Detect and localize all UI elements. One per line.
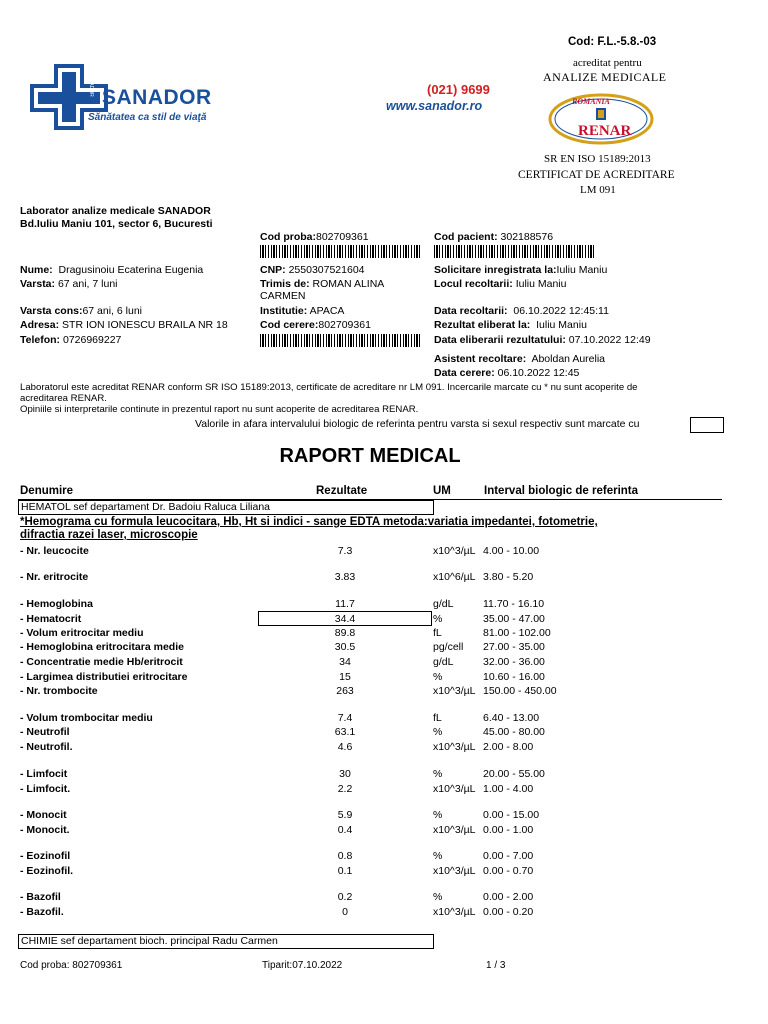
- dept-hematol: HEMATOL sef departament Dr. Badoiu Raluca Liliana: [18, 500, 434, 515]
- test-name: - Hematocrit: [20, 613, 82, 625]
- iso-standard: SR EN ISO 15189:2013: [544, 153, 651, 165]
- logo-name: SANADOR: [102, 86, 212, 109]
- institutie-value: APACA: [309, 305, 345, 317]
- test-result: 30: [339, 768, 351, 780]
- data-cerere-value: 06.10.2022 12:45: [497, 367, 580, 379]
- test-unit: x10^3/µL: [433, 685, 476, 697]
- test-name: - Limfocit.: [20, 783, 71, 795]
- table-row: [0, 671, 768, 685]
- phone-number: (021) 9699: [427, 82, 490, 97]
- test-name: - Concentratie medie Hb/eritrocit: [20, 656, 183, 668]
- test-unit: pg/cell: [433, 641, 464, 653]
- table-row: [0, 783, 768, 797]
- test-reference-range: 0.00 - 0.20: [483, 906, 534, 918]
- solicitare-label: Solicitare inregistrata la:: [434, 264, 557, 276]
- test-unit: %: [433, 850, 443, 862]
- test-result: 0.1: [337, 865, 353, 877]
- test-result: 63.1: [334, 726, 356, 738]
- asistent-label: Asistent recoltare:: [434, 353, 527, 365]
- table-row: [0, 906, 768, 920]
- test-result: 4.6: [337, 741, 353, 753]
- renar-logo: [548, 93, 654, 145]
- varsta-value: 67 ani, 7 luni: [57, 278, 118, 290]
- nume-label: Nume:: [20, 264, 53, 276]
- report-title: RAPORT MEDICAL: [279, 445, 461, 467]
- test-reference-range: 0.00 - 2.00: [483, 891, 534, 903]
- cnp-label: CNP:: [260, 264, 286, 276]
- telefon-value: 0726969227: [62, 334, 122, 346]
- trimis-value-line2: CARMEN: [260, 290, 306, 302]
- asistent-value: Aboldan Aurelia: [531, 353, 606, 365]
- footer-cod-proba: Cod proba: 802709361: [20, 960, 123, 971]
- nume-field: [20, 264, 203, 276]
- data-recoltarii-value: 06.10.2022 12:45:11: [513, 305, 609, 317]
- table-row: [0, 891, 768, 905]
- test-result: 3.83: [334, 571, 356, 583]
- test-reference-range: 0.00 - 1.00: [483, 824, 534, 836]
- data-eliberarii-value: 07.10.2022 12:49: [568, 334, 651, 346]
- test-reference-range: 35.00 - 47.00: [483, 613, 545, 625]
- website: www.sanador.ro: [386, 99, 483, 113]
- cod-cerere-label: Cod cerere:: [260, 319, 319, 331]
- test-name: - Limfocit: [20, 768, 68, 780]
- test-reference-range: 150.00 - 450.00: [483, 685, 557, 697]
- test-name: - Bazofil: [20, 891, 61, 903]
- test-unit: g/dL: [433, 598, 454, 610]
- data-eliberarii-label: Data eliberarii rezultatului:: [434, 334, 566, 346]
- data-eliberarii-field: [434, 334, 651, 346]
- cod-pacient-label: Cod pacient:: [434, 231, 498, 243]
- test-name: - Eozinofil.: [20, 865, 74, 877]
- test-reference-range: 45.00 - 80.00: [483, 726, 545, 738]
- test-result: 2.2: [337, 783, 353, 795]
- institutie-label: Institutie:: [260, 305, 308, 317]
- rezultat-label: Rezultat eliberat la:: [434, 319, 531, 331]
- varsta-field: [20, 278, 118, 290]
- logo-tagline: Sănătatea ca stil de viaţă: [88, 112, 207, 123]
- table-row: [0, 741, 768, 755]
- lab-address: Bd.Iuliu Maniu 101, sector 6, Bucuresti: [20, 218, 213, 230]
- test-unit: x10^3/µL: [433, 824, 476, 836]
- varsta-cons-field: [20, 305, 142, 317]
- trimis-field: [260, 278, 384, 290]
- renar-country: ROMANIA: [572, 97, 610, 106]
- table-row: [0, 809, 768, 823]
- telefon-label: Telefon:: [20, 334, 61, 346]
- adresa-value: STR ION IONESCU BRAILA NR 18: [62, 319, 228, 331]
- cod-pacient-value: 302188576: [500, 231, 554, 243]
- test-unit: %: [433, 891, 443, 903]
- test-reference-range: 0.00 - 15.00: [483, 809, 540, 821]
- test-name: - Eozinofil: [20, 850, 71, 862]
- trimis-value: ROMAN ALINA: [312, 278, 385, 290]
- test-unit: x10^3/µL: [433, 906, 476, 918]
- test-reference-range: 32.00 - 36.00: [483, 656, 545, 668]
- footer-page-number: 1 / 3: [486, 960, 506, 971]
- test-unit: %: [433, 809, 443, 821]
- test-result: 30.5: [334, 641, 356, 653]
- test-result: 7.4: [337, 712, 353, 724]
- table-row: [0, 865, 768, 879]
- solicitare-value: Iuliu Maniu: [556, 264, 608, 276]
- test-result: 0: [342, 906, 348, 918]
- test-reference-range: 10.60 - 16.00: [483, 671, 545, 683]
- test-unit: %: [433, 768, 443, 780]
- varsta-label: Varsta:: [20, 278, 56, 290]
- test-unit: x10^6/µL: [433, 571, 476, 583]
- test-reference-range: 20.00 - 55.00: [483, 768, 545, 780]
- adresa-field: [20, 319, 228, 331]
- locul-value: Iuliu Maniu: [515, 278, 567, 290]
- table-row: [0, 712, 768, 726]
- test-unit: fL: [433, 712, 442, 724]
- test-name: - Monocit: [20, 809, 67, 821]
- test-unit: x10^3/µL: [433, 741, 476, 753]
- test-reference-range: 1.00 - 4.00: [483, 783, 534, 795]
- test-name: - Bazofil.: [20, 906, 64, 918]
- accredited-for: acreditat pentru: [573, 57, 642, 69]
- test-name: - Volum eritrocitar mediu: [20, 627, 144, 639]
- sanador-logo: [30, 64, 230, 130]
- test-name: - Nr. trombocite: [20, 685, 98, 697]
- cod-proba-value: 802709361: [316, 231, 369, 243]
- cod-pacient-field: [434, 231, 553, 243]
- data-cerere-label: Data cerere:: [434, 367, 495, 379]
- data-recoltarii-label: Data recoltarii:: [434, 305, 508, 317]
- table-row: [0, 641, 768, 655]
- test-unit: x10^3/µL: [433, 865, 476, 877]
- test-name: - Volum trombocitar mediu: [20, 712, 153, 724]
- cod-proba-field: [260, 231, 369, 243]
- test-reference-range: 0.00 - 0.70: [483, 865, 534, 877]
- cod-proba-barcode: [260, 245, 420, 258]
- col-header-name: Denumire: [20, 485, 74, 497]
- lm-number: LM 091: [580, 184, 616, 196]
- varsta-cons-label: Varsta cons:: [20, 305, 83, 317]
- lab-name: Laborator analize medicale SANADOR: [20, 205, 211, 217]
- nume-value: Dragusinoiu Ecaterina Eugenia: [58, 264, 204, 276]
- locul-field: [434, 278, 566, 290]
- out-of-range-highlight: [258, 611, 432, 626]
- table-row: [0, 685, 768, 699]
- out-of-range-note: Valorile in afara intervalului biologic de referinta pentru varsta si sexul respectiv sunt marcate cu: [195, 418, 640, 430]
- test-name: - Hemoglobina eritrocitara medie: [20, 641, 184, 653]
- test-result: 34: [339, 656, 351, 668]
- test-name: - Nr. leucocite: [20, 545, 89, 557]
- test-name: - Largimea distributiei eritrocitare: [20, 671, 188, 683]
- test-reference-range: 81.00 - 102.00: [483, 627, 551, 639]
- trimis-label: Trimis de:: [260, 278, 310, 290]
- cod-pacient-barcode: [434, 245, 594, 258]
- test-result: 263: [336, 685, 354, 697]
- test-result: 0.8: [337, 850, 353, 862]
- test-result: 0.4: [337, 824, 353, 836]
- hemogram-section-title-cont: difractia razei laser, microscopie: [20, 529, 198, 541]
- col-header-result: Rezultate: [316, 485, 368, 497]
- test-reference-range: 4.00 - 10.00: [483, 545, 540, 557]
- cod-proba-label: Cod proba:: [260, 231, 316, 243]
- out-of-range-marker: [690, 417, 724, 433]
- test-unit: g/dL: [433, 656, 454, 668]
- asistent-field: [434, 353, 605, 365]
- col-header-ref: Interval biologic de referinta: [484, 485, 639, 497]
- hemogram-section-title: *Hemograma cu formula leucocitara, Hb, Ht si indici - sange EDTA metoda:variatia impedantei, fotometrie,: [20, 516, 598, 528]
- table-row: [0, 850, 768, 864]
- test-reference-range: 11.70 - 16.10: [483, 598, 545, 610]
- accreditation-note: Laboratorul este acreditat RENAR conform SR ISO 15189:2013, certificate de acreditare nr LM 091. Incercarile marcate cu * nu sunt acoperite de: [20, 382, 638, 393]
- varsta-cons-value: 67 ani, 6 luni: [82, 305, 142, 317]
- cod-cerere-field: [260, 319, 371, 331]
- dept-chimie: CHIMIE sef departament bioch. principal Radu Carmen: [18, 934, 434, 949]
- test-unit: x10^3/µL: [433, 783, 476, 795]
- test-name: - Nr. eritrocite: [20, 571, 89, 583]
- test-unit: x10^3/µL: [433, 545, 476, 557]
- test-name: - Hemoglobina: [20, 598, 93, 610]
- test-result: 7.3: [337, 545, 353, 557]
- cnp-field: [260, 264, 365, 276]
- telefon-field: [20, 334, 121, 346]
- cod-cerere-barcode: [260, 334, 420, 347]
- test-result: 15: [339, 671, 351, 683]
- table-row: [0, 656, 768, 670]
- test-result: 34.4: [334, 613, 356, 625]
- form-code: Cod: F.L.-5.8.-03: [568, 36, 657, 48]
- test-unit: %: [433, 613, 443, 625]
- certificate-label: CERTIFICAT DE ACREDITARE: [518, 169, 675, 181]
- table-row: [0, 545, 768, 559]
- logo-cross-text: SANADOR: [88, 72, 94, 97]
- test-reference-range: 6.40 - 13.00: [483, 712, 540, 724]
- table-row: [0, 571, 768, 585]
- table-row: [0, 768, 768, 782]
- data-cerere-field: [434, 367, 579, 379]
- test-unit: %: [433, 671, 443, 683]
- test-reference-range: 3.80 - 5.20: [483, 571, 534, 583]
- table-row: [0, 627, 768, 641]
- test-name: - Monocit.: [20, 824, 70, 836]
- footer-print-date: Tiparit:07.10.2022: [262, 960, 343, 971]
- data-recoltarii-field: [434, 305, 609, 317]
- solicitare-field: [434, 264, 607, 276]
- test-reference-range: 0.00 - 7.00: [483, 850, 534, 862]
- test-unit: %: [433, 726, 443, 738]
- cnp-value: 2550307521604: [288, 264, 365, 276]
- institutie-field: [260, 305, 344, 317]
- test-result: 89.8: [334, 627, 356, 639]
- opinions-note: Opiniile si interpretarile continute in prezentul raport nu sunt acoperite de acreditarea RENAR.: [20, 404, 419, 415]
- table-row: [0, 726, 768, 740]
- adresa-label: Adresa:: [20, 319, 60, 331]
- test-name: - Neutrofil: [20, 726, 70, 738]
- locul-label: Locul recoltarii:: [434, 278, 513, 290]
- test-reference-range: 27.00 - 35.00: [483, 641, 545, 653]
- test-name: - Neutrofil.: [20, 741, 73, 753]
- test-reference-range: 2.00 - 8.00: [483, 741, 534, 753]
- table-row: [0, 824, 768, 838]
- accreditation-note-cont: acreditarea RENAR.: [20, 393, 107, 404]
- test-unit: fL: [433, 627, 442, 639]
- test-result: 5.9: [337, 809, 353, 821]
- col-header-um: UM: [433, 485, 451, 497]
- analyses-label: ANALIZE MEDICALE: [543, 70, 667, 84]
- test-result: 0.2: [337, 891, 353, 903]
- table-row: [0, 598, 768, 612]
- renar-name: RENAR: [578, 123, 632, 139]
- rezultat-value: Iuliu Maniu: [536, 319, 587, 331]
- cod-cerere-value: 802709361: [318, 319, 371, 331]
- test-result: 11.7: [335, 598, 355, 610]
- rezultat-field: [434, 319, 587, 331]
